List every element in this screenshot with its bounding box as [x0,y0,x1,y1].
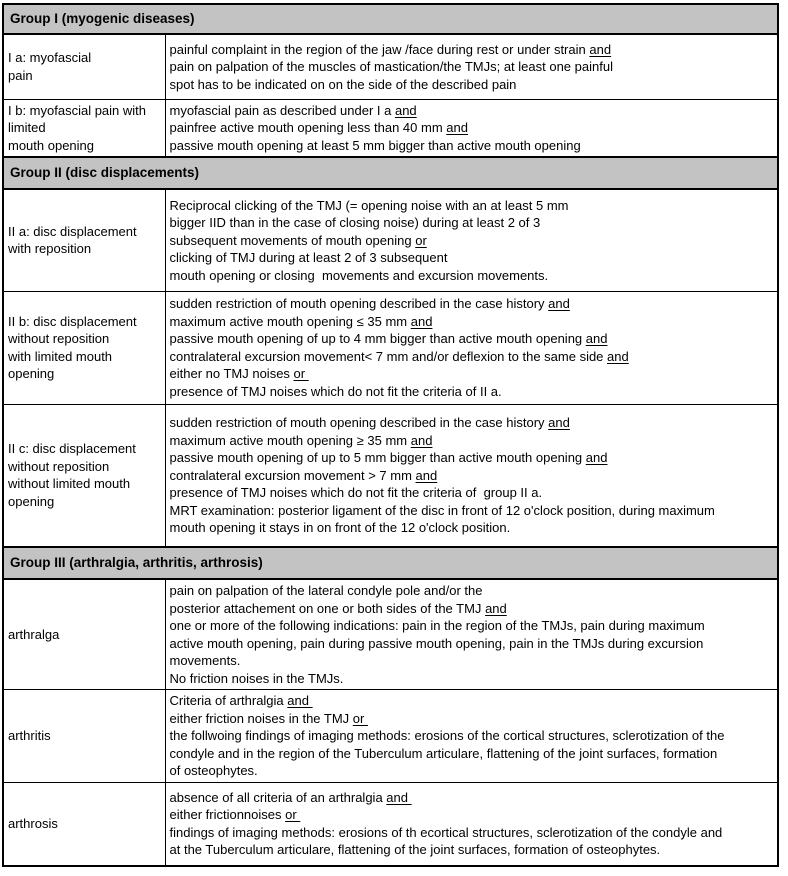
conjunction-underlined: and [589,41,612,57]
criteria-text: absence of all criteria of an arthralgia [169,789,387,805]
conjunction-underlined: and [548,415,570,430]
category-label-line: with limited mouth [8,348,113,364]
criteria-line [170,267,775,285]
conjunction-underlined: and [386,789,412,805]
criteria-line [170,119,775,137]
conjunction-underlined: and [394,102,417,118]
conjunction-underlined: and [446,120,468,135]
criteria-line [170,806,775,824]
criteria-line [170,102,775,120]
conjunction-underlined: and [607,348,629,364]
category-label-line: I a: myofascial [8,50,92,66]
category-label-line: opening [8,366,55,381]
criteria-row [3,99,778,157]
category-label-line: I b: myofascial pain with [8,102,147,118]
criteria-text: presence of TMJ noises which do not fit the criteria of II a. [169,383,502,399]
category-label-line: without limited mouth [8,476,131,492]
category-label-cell [3,782,165,866]
criteria-text: posterior attachement on one or both sides of the TMJ [169,600,486,616]
category-label-cell [3,291,165,404]
criteria-text: either frictionnoises [169,807,286,823]
criteria-text: of osteophytes. [169,763,258,778]
category-label-cell [3,404,165,547]
conjunction-underlined: and [410,313,433,329]
criteria-line [170,232,775,250]
criteria-line [170,652,775,670]
section-header-label: Group II (disc displacements) [3,157,778,189]
category-label-line: II c: disc displacement [8,441,136,457]
criteria-row [3,291,778,404]
criteria-line [170,692,775,710]
category-label-cell [3,579,165,690]
criteria-line [170,295,775,313]
criteria-text: movements. [169,653,241,668]
criteria-cell [165,34,778,99]
criteria-line [170,467,775,485]
criteria-text: Reciprocal clicking of the TMJ (= opening noise with an at least 5 mm [169,197,569,213]
criteria-line [170,635,775,653]
criteria-text: clicking of TMJ during at least 2 of 3 subsequent [169,250,448,265]
category-label-line: without reposition [8,331,110,346]
category-label-line: arthritis [8,728,51,743]
criteria-line [170,670,775,688]
criteria-line [170,58,775,76]
category-label-cell [3,34,165,99]
criteria-line [170,249,775,267]
criteria-line [170,617,775,635]
criteria-line [170,41,775,59]
criteria-text: passive mouth opening of up to 5 mm bigger than active mouth opening [169,450,586,465]
category-label-line: opening [8,493,55,509]
criteria-line [170,727,775,745]
criteria-text: either no TMJ noises [169,366,294,381]
category-label-cell [3,189,165,291]
criteria-line [170,197,775,215]
criteria-text: passive mouth opening of up to 4 mm bigger than active mouth opening [169,331,586,346]
criteria-text: pain on palpation of the muscles of mastication/the TMJs; at least one painful [169,59,613,74]
criteria-line [170,414,775,432]
criteria-line [170,383,775,401]
section-header-label: Group I (myogenic diseases) [3,4,778,34]
criteria-row [3,34,778,99]
category-label-line: mouth opening [8,137,95,153]
criteria-text: contralateral excursion movement > 7 mm [169,467,416,483]
criteria-cell [165,99,778,157]
conjunction-underlined: and [287,693,313,708]
table-body [3,4,778,866]
criteria-text: spot has to be indicated on on the side of the described pain [169,76,517,92]
criteria-line [170,330,775,348]
criteria-text: mouth opening it stays in on front of the 12 o'clock position. [169,520,511,535]
criteria-row [3,782,778,866]
criteria-cell [165,690,778,783]
category-label-line: II a: disc displacement [8,223,137,239]
criteria-text: presence of TMJ noises which do not fit the criteria of group II a. [169,485,543,500]
criteria-text: maximum active mouth opening ≥ 35 mm [169,432,411,448]
category-label-line: pain [8,67,33,83]
conjunction-underlined: or [293,366,309,381]
criteria-line [170,710,775,728]
category-label-line: II b: disc displacement [8,313,137,329]
criteria-text: bigger IID than in the case of closing noise) during at least 2 of 3 [169,215,541,230]
criteria-text: sudden restriction of mouth opening described in the case history [169,415,549,430]
criteria-line [170,789,775,807]
criteria-line [170,484,775,502]
criteria-text: mouth opening or closing movements and excursion movements. [169,267,549,283]
section-header-row-1 [3,4,778,34]
criteria-text: either friction noises in the TMJ [169,710,353,726]
criteria-text: subsequent movements of mouth opening [169,232,416,248]
criteria-cell [165,579,778,690]
section-header-label: Group III (arthralgia, arthritis, arthrosis) [3,547,778,579]
criteria-line [170,841,775,859]
criteria-text: contralateral excursion movement< 7 mm and/or deflexion to the same side [169,348,608,364]
category-label-line: without reposition [8,458,110,474]
category-label-line: limited [8,120,46,135]
criteria-line [170,824,775,842]
criteria-row [3,404,778,547]
category-label-line: arthrosis [8,816,58,831]
criteria-cell [165,291,778,404]
criteria-text: maximum active mouth opening ≤ 35 mm [169,313,411,329]
category-label-line: arthralga [8,626,60,642]
criteria-text: active mouth opening, pain during passive mouth opening, pain in the TMJs during excursion [169,635,704,651]
criteria-line [170,432,775,450]
criteria-line [170,137,775,155]
criteria-text: one or more of the following indications: pain in the region of the TMJs, pain during maximum [169,618,705,633]
category-label-cell [3,690,165,783]
criteria-line [170,519,775,537]
criteria-text: at the Tuberculum articulare, flattening of the joint surfaces, formation of osteophytes. [169,842,661,858]
criteria-text: pain on palpation of the lateral condyle pole and/or the [169,583,483,598]
criteria-line [170,76,775,94]
conjunction-underlined: and [410,432,433,448]
section-header-row-3 [3,547,778,579]
criteria-row [3,579,778,690]
criteria-text: MRT examination: posterior ligament of the disc in front of 12 o'clock position, during maximum [169,502,715,518]
conjunction-underlined: and [585,331,608,346]
criteria-text: No friction noises in the TMJs. [169,670,344,686]
criteria-cell [165,189,778,291]
criteria-row [3,189,778,291]
conjunction-underlined: and [585,450,608,465]
criteria-text: painful complaint in the region of the jaw /face during rest or under strain [169,41,590,57]
conjunction-underlined: and [485,600,507,616]
criteria-line [170,348,775,366]
criteria-line [170,214,775,232]
criteria-line [170,745,775,763]
criteria-line [170,313,775,331]
criteria-line [170,582,775,600]
criteria-line [170,762,775,780]
conjunction-underlined: or [352,710,368,726]
conjunction-underlined: or [415,232,427,248]
criteria-row [3,690,778,783]
criteria-text: passive mouth opening at least 5 mm bigger than active mouth opening [169,137,581,153]
diagnostic-criteria-table [2,3,779,867]
criteria-text: myofascial pain as described under I a [169,102,395,118]
criteria-cell [165,782,778,866]
criteria-text: the follwoing findings of imaging methods: erosions of the cortical structures, sclerotization of the [169,728,725,743]
conjunction-underlined: and [548,296,570,311]
section-header-row-2 [3,157,778,189]
criteria-text: sudden restriction of mouth opening described in the case history [169,296,549,311]
criteria-cell [165,404,778,547]
criteria-text: findings of imaging methods: erosions of th ecortical structures, sclerotization of the condyle and [169,824,723,840]
criteria-text: Criteria of arthralgia [169,693,288,708]
criteria-line [170,600,775,618]
criteria-text: painfree active mouth opening less than 40 mm [169,120,447,135]
criteria-line [170,502,775,520]
criteria-text: condyle and in the region of the Tuberculum articulare, flattening of the joint surfaces, formation [169,745,718,761]
category-label-line: with reposition [8,241,92,257]
conjunction-underlined: and [415,467,438,483]
criteria-line [170,365,775,383]
conjunction-underlined: or [285,807,301,823]
category-label-cell [3,99,165,157]
criteria-line [170,449,775,467]
